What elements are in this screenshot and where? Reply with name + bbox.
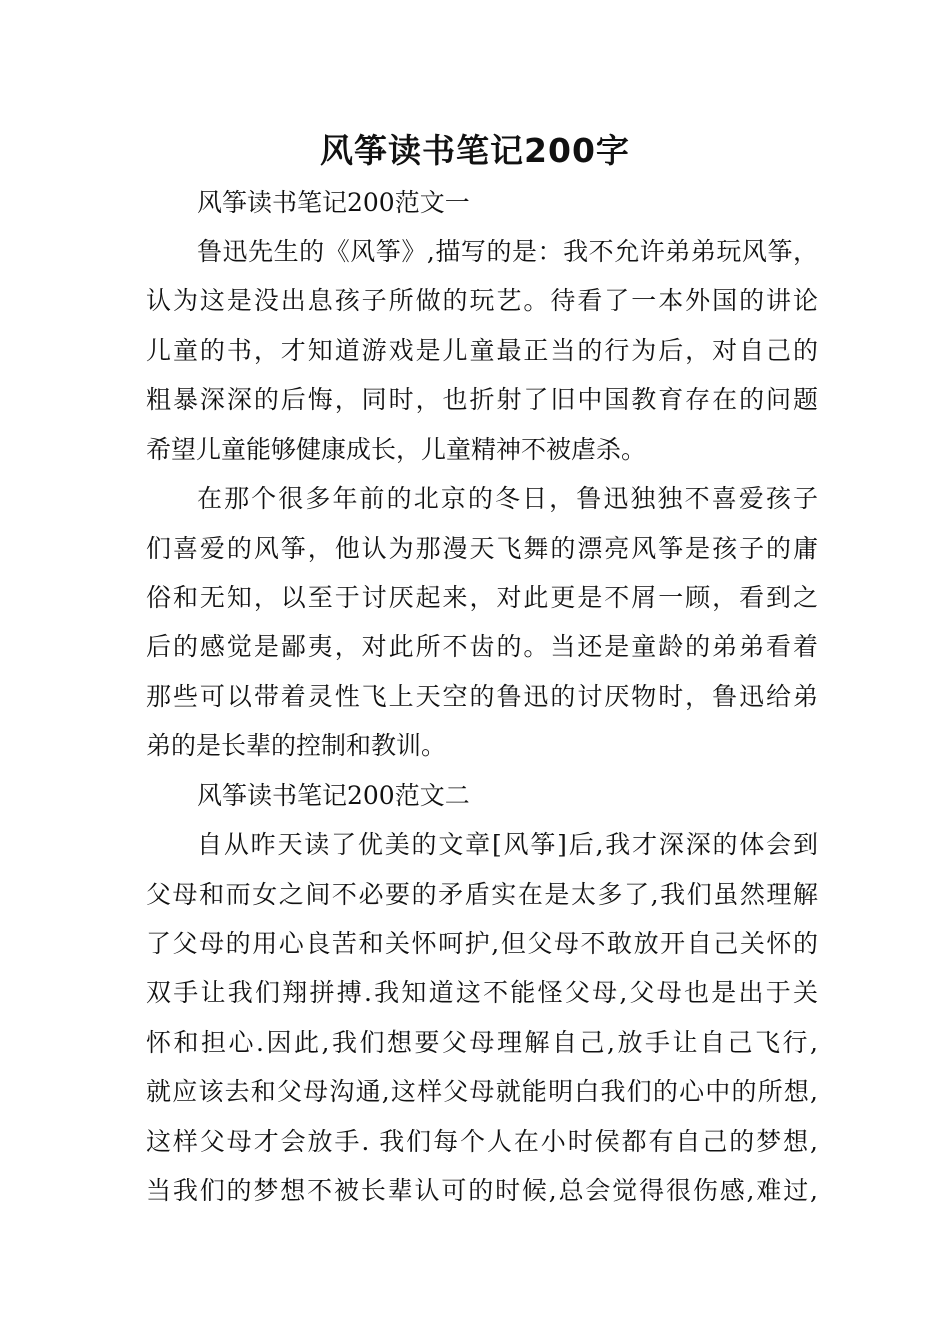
- section-heading-2: 风筝读书笔记200范文二: [197, 781, 470, 810]
- paragraph-line: 鲁迅先生的《风筝》,描写的是：我不允许弟弟玩风筝，: [197, 237, 818, 266]
- paragraph-line: 在那个很多年前的北京的冬日，鲁迅独独不喜爱孩子: [197, 484, 818, 513]
- paragraph-line: 双手让我们翔拼搏.我知道这不能怪父母,父母也是出于关: [146, 978, 818, 1007]
- section-heading-1: 风筝读书笔记200范文一: [197, 188, 470, 217]
- paragraph-line: 俗和无知，以至于讨厌起来，对此更是不屑一顾，看到之: [146, 583, 818, 612]
- paragraph-line: 当我们的梦想不被长辈认可的时候,总会觉得很伤感,难过,: [146, 1176, 818, 1205]
- paragraph-line: 父母和而女之间不必要的矛盾实在是太多了,我们虽然理解: [146, 880, 818, 909]
- document-title: 风筝读书笔记200字: [320, 131, 630, 170]
- paragraph-line: 那些可以带着灵性飞上天空的鲁迅的讨厌物时，鲁迅给弟: [146, 682, 818, 711]
- paragraph-line: 儿童的书，才知道游戏是儿童最正当的行为后，对自己的: [146, 336, 818, 365]
- paragraph-line: 们喜爱的风筝，他认为那漫天飞舞的漂亮风筝是孩子的庸: [146, 534, 818, 563]
- paragraph-line: 弟的是长辈的控制和教训。: [146, 731, 447, 760]
- paragraph-line: 后的感觉是鄙夷，对此所不齿的。当还是童龄的弟弟看着: [146, 632, 818, 661]
- paragraph-line: 了父母的用心良苦和关怀呵护,但父母不敢放开自己关怀的: [146, 929, 818, 958]
- paragraph-line: 这样父母才会放手. 我们每个人在小时侯都有自己的梦想,: [146, 1127, 818, 1156]
- paragraph-line: 自从昨天读了优美的文章[风筝]后,我才深深的体会到: [197, 830, 818, 859]
- paragraph-line: 怀和担心.因此,我们想要父母理解自己,放手让自己飞行,: [146, 1028, 818, 1057]
- paragraph-line: 粗暴深深的后悔，同时，也折射了旧中国教育存在的问题: [146, 385, 818, 414]
- paragraph-line: 认为这是没出息孩子所做的玩艺。待看了一本外国的讲论: [146, 286, 818, 315]
- paragraph-line: 就应该去和父母沟通,这样父母就能明白我们的心中的所想,: [146, 1077, 818, 1106]
- paragraph-line: 希望儿童能够健康成长，儿童精神不被虐杀。: [146, 435, 647, 464]
